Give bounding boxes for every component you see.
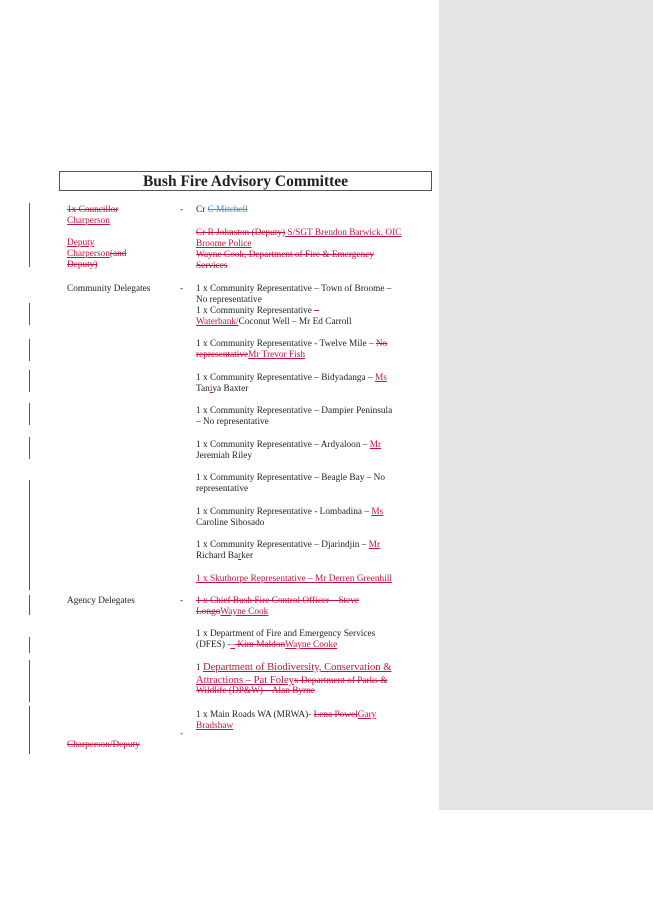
agency-delegates-label: Agency Delegates (67, 596, 135, 606)
community-rep-8b: Caroline Sibosado (196, 518, 265, 528)
councillor-deleted: 1x Councillor (67, 205, 119, 215)
agency-rep-2: 1 x Department of Fire and Emergency Services (196, 629, 376, 639)
change-bar (29, 637, 30, 653)
change-bar (29, 660, 30, 702)
change-bar (29, 303, 30, 325)
change-bar (29, 480, 30, 590)
chairperson-label: Charperson (67, 216, 110, 226)
community-rep-3: 1 x Community Representative - Twelve Mile – No (196, 339, 388, 349)
community-rep-6b: Jeremiah Riley (196, 451, 253, 461)
deputy-deleted-line1: Wayne Cook, Department of Fire & Emergency (196, 250, 374, 260)
deputy-label: Deputy (67, 238, 95, 248)
agency-rep-1: 1 x Chief Bush Fire Control Officer – Steve (196, 596, 360, 606)
community-delegates-label: Community Delegates (67, 284, 151, 294)
skuthorpe-rep: 1 x Skuthorpe Representative – Mr Derren Greenhill (196, 574, 392, 584)
community-rep-4: 1 x Community Representative – Bidyadanga – Ms (196, 373, 387, 383)
community-rep-8: 1 x Community Representative - Lombadina – Ms (196, 507, 384, 517)
change-bar (29, 403, 30, 425)
dash: - (180, 284, 184, 294)
deputy-deleted: Deputy) (67, 260, 98, 270)
deputy-deleted-line2: Services (196, 261, 228, 271)
chairperson-entry: Cr C Mitchell (196, 205, 248, 215)
community-rep-1: 1 x Community Representative – Town of Broome – (196, 284, 392, 294)
committee-title: Bush Fire Advisory Committee (59, 171, 432, 191)
agency-rep-3c: Wildlife (DP&W) – Alan Byrne (196, 686, 315, 696)
agency-rep-2b: (DFES) -– Kim MaldonWayne Cooke (196, 640, 338, 650)
change-bar (29, 203, 30, 267)
agency-rep-3: 1 Department of Biodiversity, Conservation & (196, 662, 392, 673)
community-rep-5: 1 x Community Representative – Dampier Peninsula (196, 406, 393, 416)
community-rep-6: 1 x Community Representative – Ardyaloon – Mr (196, 440, 382, 450)
deputy-entry-line1: Cr R Johnston (Deputy) S/SGT Brendon Barwick, OIC (196, 228, 402, 238)
agency-rep-1b: LongoWayne Cook (196, 607, 269, 617)
bottom-deleted-label: Charperson/Deputy (67, 740, 140, 750)
change-bar (29, 595, 30, 615)
dash: - (180, 205, 184, 215)
community-rep-1b: No representative (196, 295, 262, 305)
agency-rep-4b: Bradshaw (196, 721, 234, 731)
comment-pane (439, 0, 653, 810)
community-rep-9b: Richard Barker (196, 551, 254, 561)
agency-rep-4-dash: - (180, 729, 184, 739)
community-rep-7: 1 x Community Representative – Beagle Bay – No (196, 473, 386, 483)
change-bar (29, 339, 30, 361)
community-rep-7b: representative (196, 484, 249, 494)
change-bar (29, 437, 30, 459)
community-rep-4b: Taniya Baxter (196, 384, 249, 394)
change-bar (29, 706, 30, 754)
community-rep-9: 1 x Community Representative – Djarindjin – Mr (196, 540, 381, 550)
agency-rep-4: 1 x Main Roads WA (MRWA)- Lena PowelGary (196, 710, 377, 720)
deputy-chairperson-label: Charperson(and (67, 249, 127, 259)
community-rep-2: 1 x Community Representative – (196, 306, 319, 316)
community-rep-3b: representativeMr Trevor Fish (196, 350, 305, 360)
agency-rep-3b: Attractions – Pat Foleyx Department of Parks & (196, 675, 388, 686)
community-rep-5b: – No representative (196, 417, 269, 427)
dash: - (180, 596, 184, 606)
community-rep-2b: Waterbank/Coconut Well – Mr Ed Carroll (196, 317, 352, 327)
deputy-entry-line2: Broome Police (196, 239, 252, 249)
change-bar (29, 370, 30, 392)
